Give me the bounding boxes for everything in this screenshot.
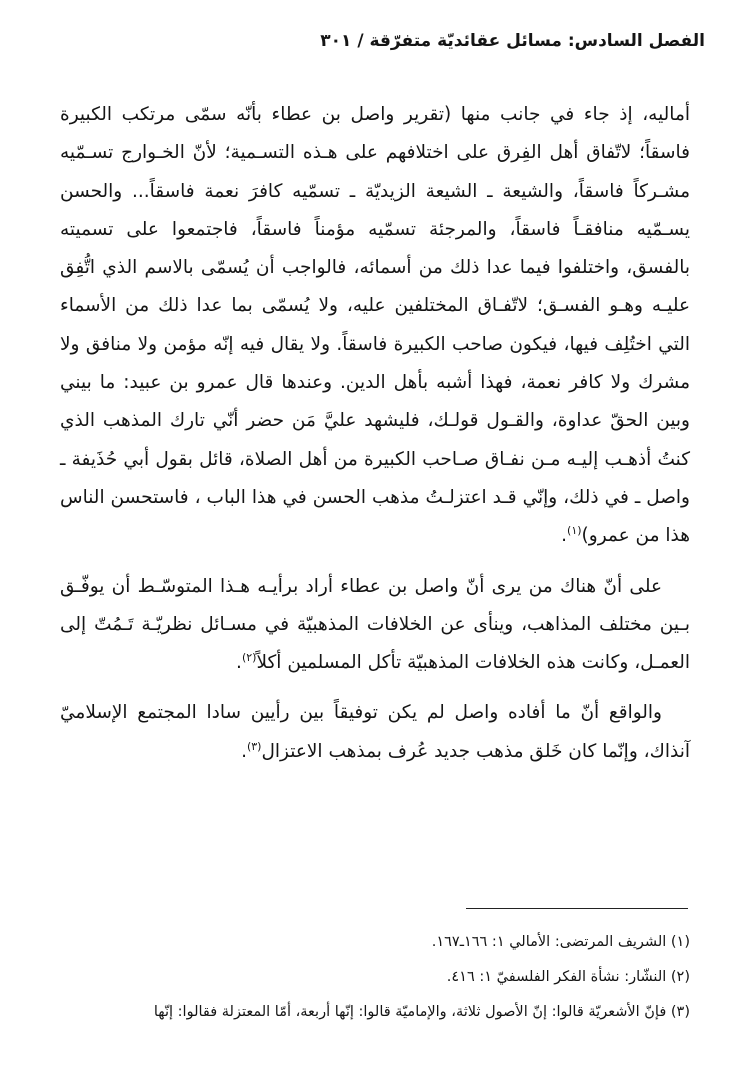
paragraph-2 bbox=[60, 568, 690, 683]
paragraph-1-end: . bbox=[561, 525, 568, 547]
footnote-3: (٣) فإنّ الأشعريّة قالوا: إنّ الأصول ثلاثة، والإماميّة قالوا: إنّها أربعة، أمّا المعتزلة فقالوا: إنّها bbox=[153, 1004, 690, 1020]
footnote-ref-3[interactable]: (٣) bbox=[246, 739, 262, 753]
paragraph-1 bbox=[60, 96, 690, 556]
book-page bbox=[60, 28, 705, 1058]
paragraph-1-text: أماليه، إذ جاء في جانب منها (تقرير واصل بن عطاء بأنّه سمّى مرتكب الكبيرة فاسقاً؛ لاتّفاق أهل الفِرق على اختلافهم على هـذه التسـمية؛ لأنّ الخـوارج تسـمّيه مشـركاً فاسقاً، والشيعة ـ الشيعة الزيديّة ـ تسمّيه كافرَ نعمة فاسقاً... والحسن يسـمّيه منافقـاً فاسقاً، والمرجئة تسمّيه مؤمناً فاسقاً، فاجتمعوا على تسميته بالفسق، واختلفوا فيما عدا ذلك من أسمائه، فالواجب أن يُسمّى بالاسم الذي اتُّفِق عليـه وهـو الفسـق؛ لاتّفـاق المختلفين عليه، ولا يُسمّى بما عدا ذلك من الأسماء التي اختُلِف فيها، فيكون صاحب الكبيرة فاسقاً. ولا يقال فيه إنّه مؤمن ولا منافق ولا مشرك ولا كافر نعمة، فهذا أشبه بأهل الدين. وعندها قال عمرو بن عبيد: ما بيني وبين الحقّ عداوة، والقـول قولـك، فليشهد عليَّ مَن حضر أنّي تارك المذهب الذي كنتُ أذهـب إليـه مـن نفـاق صـاحب الكبيرة من أهل الصلاة، قائل بقول أبي حُذَيفة ـ واصل ـ في ذلك، وإنّي قـد اعتزلـتُ مذهب الحسن في هذا الباب ، فاستحسن الناس هذا من عمرو) bbox=[60, 104, 690, 547]
footnote-2: (٢) النشّار: نشأة الفكر الفلسفيّ ١: ٤١٦. bbox=[446, 969, 690, 985]
paragraph-3-text: والواقع أنّ ما أفاده واصل لم يكن توفيقاً بين رأيين سادا المجتمع الإسلاميّ آنذاك، وإنّما كان خَلق مذهب جديد عُرف بمذهب الاعتزال bbox=[60, 702, 690, 762]
footnote-ref-2[interactable]: (٢) bbox=[241, 651, 257, 664]
footnote-1: (١) الشريف المرتضى: الأمالي ١: ١٦٦ـ١٦٧. bbox=[431, 934, 690, 950]
footnotes bbox=[60, 925, 690, 1030]
paragraph-2-end: . bbox=[236, 652, 242, 674]
main-text bbox=[60, 96, 690, 771]
footnote-ref-1[interactable]: (١) bbox=[567, 524, 582, 538]
paragraph-3 bbox=[60, 694, 690, 771]
paragraph-2-text: على أنّ هناك من يرى أنّ واصل بن عطاء أراد برأيـه هـذا المتوسّـط أن يوفّـق بـين مختلف المذاهب، وينأى عن الخلافات المذهبيّة في مسـائل نظريّـة تَـمُتّ إلى العمـل، وكانت هذه الخلافات المذهبيّة تأكل المسلمين أكلاً bbox=[60, 575, 690, 674]
paragraph-3-end: . bbox=[241, 740, 247, 762]
footnote-divider bbox=[466, 908, 688, 909]
running-header: الفصل السادس: مسائل عقائديّة متفرّقة / ٣٠١ bbox=[320, 31, 705, 51]
